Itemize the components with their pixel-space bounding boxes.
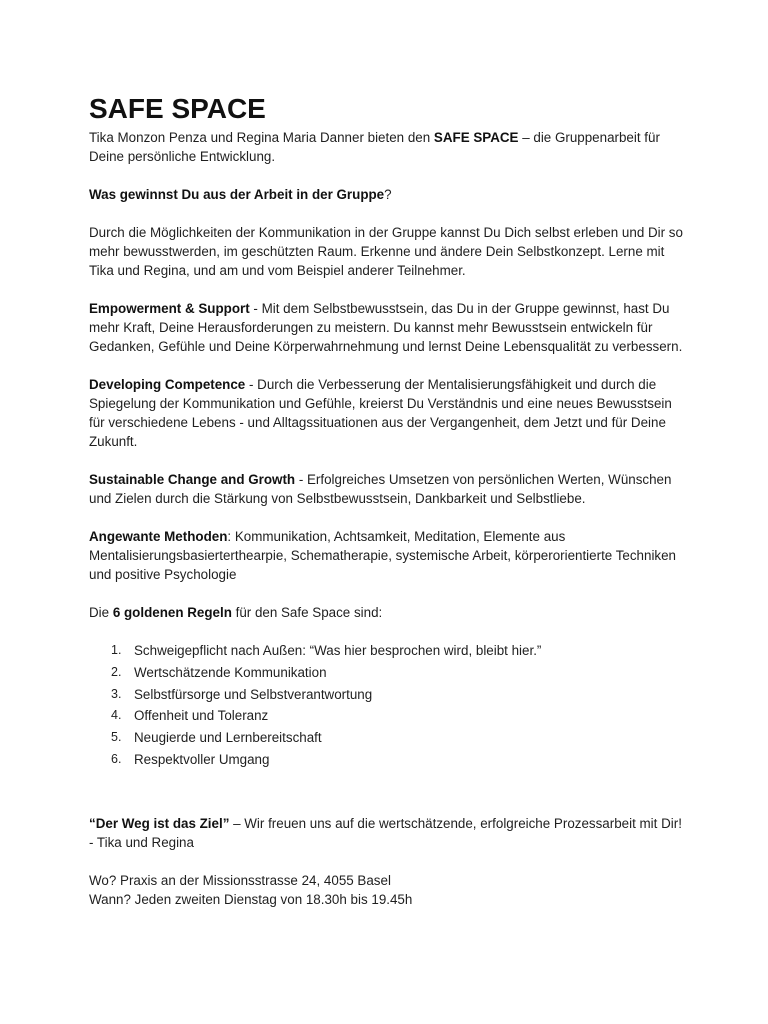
- competence-heading: Developing Competence: [89, 377, 246, 392]
- intro-bold: SAFE SPACE: [433, 130, 519, 145]
- list-item-text: Selbstfürsorge und Selbstverantwortung: [134, 686, 373, 702]
- closing-paragraph: [89, 814, 689, 852]
- question-bold: Was gewinnst Du aus der Arbeit in der Gruppe: [89, 187, 385, 202]
- document-page: [89, 90, 689, 909]
- paragraph-methods: [89, 527, 689, 584]
- paragraph-communication: Durch die Möglichkeiten der Kommunikation in der Gruppe kannst Du Dich selbst erleben und Dir so mehr bewusstwerden, im geschützten Raum. Erkenne und ändere Dein Selbstkonzept. Lerne mit Tika und Regina, und am und vom Beispiel anderer Teilnehmer.: [89, 225, 683, 278]
- list-item-number: 5.: [111, 730, 122, 745]
- rules-list: [89, 640, 689, 771]
- intro-text-pre: Tika Monzon Penza und Regina Maria Danner bieten den: [89, 130, 434, 145]
- closing-text: – Wir freuen uns auf die wertschätzende, erfolgreiche Prozessarbeit mit Dir! - Tika und Regina: [89, 815, 682, 850]
- list-item-text: Wertschätzende Kommunikation: [134, 664, 327, 680]
- list-item-text: Neugierde und Lernbereitschaft: [134, 730, 322, 746]
- list-item: [89, 640, 689, 662]
- rules-intro-post: für den Safe Space sind:: [231, 605, 383, 620]
- paragraph-competence: [89, 375, 689, 451]
- list-item-number: 1.: [111, 643, 122, 657]
- location-line: Wo? Praxis an der Missionsstrasse 24, 4055 Basel: [89, 872, 391, 888]
- methods-text: : Kommunikation, Achtsamkeit, Meditation, Elemente aus Mentalisierungsbasierterthearpie, Schematherapie, systemische Arbeit, körperorientierte Techniken und positive Psychologie: [89, 529, 677, 582]
- list-item: [89, 749, 689, 771]
- list-item-number: 6.: [111, 751, 122, 766]
- list-item-text: Offenheit und Toleranz: [134, 708, 269, 724]
- methods-heading: Angewante Methoden: [89, 529, 228, 544]
- sustainable-text: - Erfolgreiches Umsetzen von persönlichen Werten, Wünschen und Zielen durch die Stärkung von Selbstbewusstsein, Dankbarkeit und Selbstliebe.: [89, 472, 672, 506]
- paragraph-sustainable: [89, 470, 689, 508]
- list-item: [89, 684, 689, 706]
- rules-intro-pre: Die: [89, 605, 113, 620]
- intro-paragraph: [89, 128, 689, 166]
- sustainable-heading: Sustainable Change and Growth: [89, 472, 296, 487]
- list-item: [89, 662, 689, 684]
- rules-intro-bold: 6 goldenen Regeln: [112, 605, 232, 620]
- empowerment-text: - Mit dem Selbstbewusstsein, das Du in der Gruppe gewinnst, hast Du mehr Kraft, Deine Herausforderungen zu meistern. Du kannst mehr Bewusstsein entwickeln für Gedanken, Gefühle und Deine Körperwahrnehmung und lernst Deine Lebensqualität zu verbessern.: [89, 301, 683, 354]
- list-item-number: 2.: [111, 664, 122, 679]
- list-item-number: 4.: [111, 708, 122, 723]
- page-title: SAFE SPACE: [89, 93, 266, 124]
- closing-quote: “Der Weg ist das Ziel”: [89, 815, 230, 831]
- list-item: [89, 705, 689, 727]
- time-line: Wann? Jeden zweiten Dienstag von 18.30h bis 19.45h: [89, 891, 413, 907]
- competence-text: - Durch die Verbesserung der Mentalisierungsfähigkeit und durch die Spiegelung der Kommunikation und Gefühle, kreierst Du Verständnis und eine neues Bewusstsein für verschiedene Lebens - und Alltagssituationen aus der Vergangenheit, dem Jetzt und für Deine Zukunft.: [89, 377, 672, 449]
- question-heading: [89, 185, 689, 204]
- list-item: [89, 727, 689, 749]
- rules-intro: [89, 603, 689, 622]
- list-item-number: 3.: [111, 686, 122, 701]
- list-item-text: Respektvoller Umgang: [134, 751, 270, 767]
- paragraph-empowerment: [89, 299, 689, 356]
- question-mark: ?: [384, 187, 392, 202]
- intro-text-post: – die Gruppenarbeit für Deine persönliche Entwicklung.: [89, 130, 660, 164]
- list-item-text: Schweigepflicht nach Außen: “Was hier besprochen wird, bleibt hier.”: [134, 643, 542, 658]
- empowerment-heading: Empowerment & Support: [89, 301, 250, 316]
